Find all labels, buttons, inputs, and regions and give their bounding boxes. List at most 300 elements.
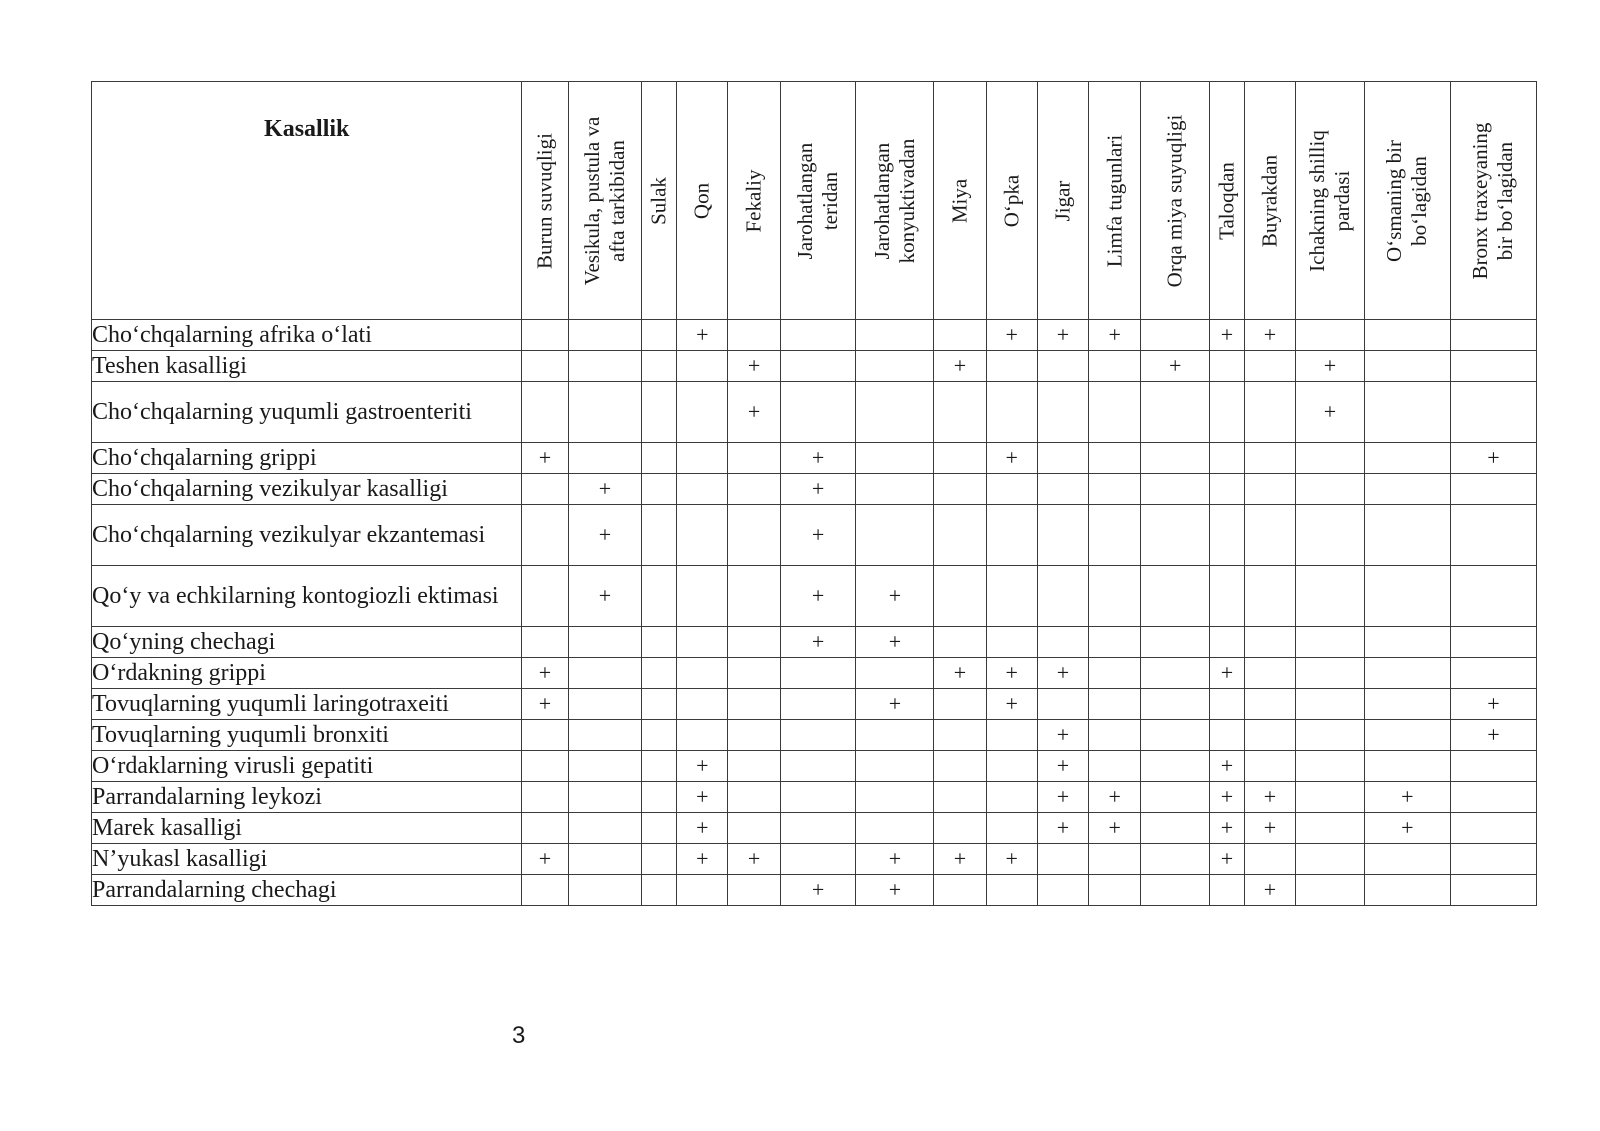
plus-mark: + — [1056, 660, 1070, 685]
plus-mark: + — [1005, 846, 1018, 871]
column-header-label: Buyrakdan — [1257, 154, 1282, 247]
column-header-label: Ichakning shilliq pardasi — [1304, 129, 1354, 272]
mark-cell — [728, 351, 780, 382]
plus-mark: + — [1220, 753, 1234, 778]
mark-cell — [1296, 443, 1365, 474]
mark-cell — [1450, 782, 1536, 813]
disease-sample-table — [91, 81, 1537, 906]
mark-cell — [986, 627, 1037, 658]
mark-cell — [780, 505, 856, 566]
plus-mark: + — [888, 877, 902, 902]
plus-mark: + — [1487, 691, 1500, 716]
mark-cell — [1210, 844, 1245, 875]
column-header — [728, 82, 780, 320]
mark-cell — [1037, 505, 1088, 566]
column-header — [677, 82, 728, 320]
disease-name-cell: Qo‘yning chechagi — [92, 627, 522, 658]
mark-cell — [677, 351, 728, 382]
mark-cell — [642, 782, 677, 813]
mark-cell — [677, 689, 728, 720]
mark-cell — [856, 782, 934, 813]
mark-cell — [1210, 505, 1245, 566]
mark-cell — [522, 320, 568, 351]
disease-name-cell: O‘rdaklarning virusli gepatiti — [92, 751, 522, 782]
column-header-label: Vesikula, pustula va afta tarkibidan — [579, 116, 629, 285]
mark-cell — [1141, 443, 1210, 474]
table-row — [92, 875, 1537, 906]
mark-cell — [1296, 751, 1365, 782]
mark-cell — [568, 813, 642, 844]
column-header-label: Jarohatlangan konyuktivadan — [869, 138, 919, 263]
mark-cell — [677, 720, 728, 751]
plus-mark: + — [696, 846, 709, 871]
mark-cell — [728, 751, 780, 782]
mark-cell — [1037, 320, 1088, 351]
column-header — [986, 82, 1037, 320]
mark-cell — [1210, 751, 1245, 782]
mark-cell — [568, 875, 642, 906]
plus-mark: + — [598, 476, 612, 501]
column-header — [1296, 82, 1365, 320]
plus-mark: + — [538, 691, 552, 716]
mark-cell — [568, 689, 642, 720]
disease-name-cell: Teshen kasalligi — [92, 351, 522, 382]
mark-cell — [1450, 351, 1536, 382]
mark-cell — [1141, 505, 1210, 566]
mark-cell — [856, 813, 934, 844]
mark-cell — [642, 751, 677, 782]
column-header — [568, 82, 642, 320]
mark-cell — [934, 751, 986, 782]
table-row — [92, 566, 1537, 627]
plus-mark: + — [1323, 399, 1337, 424]
mark-cell — [1210, 875, 1245, 906]
mark-cell — [986, 320, 1037, 351]
mark-cell — [1089, 875, 1141, 906]
plus-mark: + — [747, 353, 761, 378]
mark-cell — [728, 689, 780, 720]
disease-name-cell: Parrandalarning chechagi — [92, 875, 522, 906]
mark-cell — [1089, 351, 1141, 382]
mark-cell — [856, 320, 934, 351]
plus-mark: + — [1263, 784, 1277, 809]
column-header-label: Miya — [947, 178, 972, 223]
mark-cell — [1210, 689, 1245, 720]
mark-cell — [568, 658, 642, 689]
mark-cell — [1244, 875, 1295, 906]
mark-cell — [1141, 689, 1210, 720]
column-header — [642, 82, 677, 320]
corner-label: Kasallik — [264, 116, 350, 142]
table-row — [92, 351, 1537, 382]
plus-mark: + — [538, 445, 552, 470]
mark-cell — [1296, 627, 1365, 658]
mark-cell — [677, 505, 728, 566]
disease-name-cell: O‘rdakning grippi — [92, 658, 522, 689]
mark-cell — [728, 566, 780, 627]
mark-cell — [522, 689, 568, 720]
plus-mark: + — [1263, 815, 1277, 840]
mark-cell — [1141, 875, 1210, 906]
plus-mark: + — [811, 476, 825, 501]
table-row — [92, 844, 1537, 875]
plus-mark: + — [811, 583, 825, 608]
mark-cell — [1364, 443, 1450, 474]
mark-cell — [568, 382, 642, 443]
mark-cell — [677, 382, 728, 443]
mark-cell — [856, 627, 934, 658]
mark-cell — [1089, 813, 1141, 844]
mark-cell — [934, 566, 986, 627]
mark-cell — [1450, 566, 1536, 627]
mark-cell — [1364, 689, 1450, 720]
mark-cell — [1364, 875, 1450, 906]
mark-cell — [677, 844, 728, 875]
mark-cell — [934, 782, 986, 813]
mark-cell — [522, 505, 568, 566]
mark-cell — [1210, 443, 1245, 474]
mark-cell — [522, 658, 568, 689]
mark-cell — [568, 566, 642, 627]
mark-cell — [642, 474, 677, 505]
plus-mark: + — [1108, 322, 1121, 347]
plus-mark: + — [747, 846, 761, 871]
mark-cell — [1037, 844, 1088, 875]
mark-cell — [568, 320, 642, 351]
mark-cell — [728, 627, 780, 658]
mark-cell — [1037, 382, 1088, 443]
table-row — [92, 720, 1537, 751]
mark-cell — [1450, 720, 1536, 751]
plus-mark: + — [1108, 815, 1121, 840]
mark-cell — [1037, 658, 1088, 689]
mark-cell — [1089, 505, 1141, 566]
mark-cell — [522, 627, 568, 658]
mark-cell — [728, 875, 780, 906]
disease-name-cell: Tovuqlarning yuqumli laringotraxeiti — [92, 689, 522, 720]
mark-cell — [986, 751, 1037, 782]
mark-cell — [642, 658, 677, 689]
mark-cell — [1296, 474, 1365, 505]
mark-cell — [1141, 813, 1210, 844]
mark-cell — [677, 627, 728, 658]
plus-mark: + — [1005, 322, 1018, 347]
mark-cell — [522, 443, 568, 474]
mark-cell — [780, 658, 856, 689]
mark-cell — [780, 320, 856, 351]
column-header-label: Jarohatlangan teridan — [793, 142, 843, 259]
column-header — [1210, 82, 1245, 320]
plus-mark: + — [811, 522, 825, 547]
mark-cell — [568, 720, 642, 751]
mark-cell — [986, 875, 1037, 906]
table-row — [92, 782, 1537, 813]
mark-cell — [986, 382, 1037, 443]
mark-cell — [1296, 689, 1365, 720]
mark-cell — [728, 382, 780, 443]
mark-cell — [986, 844, 1037, 875]
mark-cell — [1450, 320, 1536, 351]
mark-cell — [1244, 689, 1295, 720]
mark-cell — [1210, 566, 1245, 627]
mark-cell — [1244, 351, 1295, 382]
mark-cell — [780, 566, 856, 627]
mark-cell — [1141, 351, 1210, 382]
mark-cell — [1296, 813, 1365, 844]
plus-mark: + — [1401, 784, 1414, 809]
mark-cell — [642, 566, 677, 627]
mark-cell — [1364, 566, 1450, 627]
mark-cell — [1244, 658, 1295, 689]
mark-cell — [986, 658, 1037, 689]
column-header-label: Qon — [689, 182, 714, 219]
mark-cell — [1089, 320, 1141, 351]
mark-cell — [1364, 751, 1450, 782]
mark-cell — [642, 443, 677, 474]
mark-cell — [677, 813, 728, 844]
plus-mark: + — [1056, 753, 1070, 778]
mark-cell — [1450, 474, 1536, 505]
mark-cell — [856, 505, 934, 566]
plus-mark: + — [1005, 691, 1018, 716]
column-header-label: Taloqdan — [1214, 161, 1239, 240]
mark-cell — [934, 351, 986, 382]
plus-mark: + — [598, 583, 612, 608]
mark-cell — [856, 443, 934, 474]
mark-cell — [1244, 505, 1295, 566]
mark-cell — [986, 351, 1037, 382]
column-header-label: O‘smaning bir bo‘lagidan — [1382, 139, 1432, 262]
mark-cell — [1450, 751, 1536, 782]
mark-cell — [522, 782, 568, 813]
column-header — [934, 82, 986, 320]
mark-cell — [986, 566, 1037, 627]
mark-cell — [780, 627, 856, 658]
mark-cell — [1244, 474, 1295, 505]
mark-cell — [856, 720, 934, 751]
mark-cell — [934, 658, 986, 689]
disease-name-cell: N’yukasl kasalligi — [92, 844, 522, 875]
mark-cell — [568, 782, 642, 813]
plus-mark: + — [1263, 322, 1277, 347]
mark-cell — [728, 443, 780, 474]
mark-cell — [642, 627, 677, 658]
plus-mark: + — [696, 322, 709, 347]
mark-cell — [1364, 658, 1450, 689]
mark-cell — [1364, 720, 1450, 751]
mark-cell — [728, 505, 780, 566]
column-header-label: Orqa miya suyuqligi — [1162, 114, 1187, 287]
mark-cell — [522, 844, 568, 875]
mark-cell — [728, 844, 780, 875]
mark-cell — [934, 320, 986, 351]
mark-cell — [642, 844, 677, 875]
table-header-row — [92, 82, 1537, 320]
plus-mark: + — [1056, 722, 1070, 747]
mark-cell — [780, 382, 856, 443]
mark-cell — [1296, 782, 1365, 813]
plus-mark: + — [538, 846, 552, 871]
mark-cell — [1037, 720, 1088, 751]
mark-cell — [677, 443, 728, 474]
mark-cell — [1089, 474, 1141, 505]
plus-mark: + — [811, 445, 825, 470]
plus-mark: + — [1323, 353, 1337, 378]
mark-cell — [934, 689, 986, 720]
table-row — [92, 813, 1537, 844]
plus-mark: + — [598, 522, 612, 547]
mark-cell — [1244, 320, 1295, 351]
column-header-label: Burun suvuqligi — [532, 132, 557, 269]
mark-cell — [677, 320, 728, 351]
mark-cell — [1210, 813, 1245, 844]
mark-cell — [856, 751, 934, 782]
mark-cell — [1037, 782, 1088, 813]
mark-cell — [522, 566, 568, 627]
mark-cell — [642, 689, 677, 720]
plus-mark: + — [953, 846, 967, 871]
table-row — [92, 689, 1537, 720]
plus-mark: + — [888, 846, 902, 871]
mark-cell — [1296, 875, 1365, 906]
mark-cell — [856, 844, 934, 875]
mark-cell — [856, 875, 934, 906]
mark-cell — [728, 658, 780, 689]
column-header-label: Bronx traxeyaning bir bo‘lagidan — [1468, 122, 1518, 279]
disease-name-cell: Cho‘chqalarning grippi — [92, 443, 522, 474]
mark-cell — [1037, 474, 1088, 505]
mark-cell — [1244, 627, 1295, 658]
table-row — [92, 658, 1537, 689]
mark-cell — [1364, 474, 1450, 505]
mark-cell — [1089, 689, 1141, 720]
mark-cell — [642, 813, 677, 844]
mark-cell — [934, 844, 986, 875]
mark-cell — [986, 443, 1037, 474]
column-header — [1364, 82, 1450, 320]
disease-name-cell: Cho‘chqalarning vezikulyar kasalligi — [92, 474, 522, 505]
mark-cell — [568, 844, 642, 875]
plus-mark: + — [1263, 877, 1277, 902]
mark-cell — [1089, 844, 1141, 875]
mark-cell — [1296, 566, 1365, 627]
mark-cell — [1244, 382, 1295, 443]
mark-cell — [1141, 382, 1210, 443]
mark-cell — [677, 658, 728, 689]
mark-cell — [780, 782, 856, 813]
mark-cell — [1450, 844, 1536, 875]
mark-cell — [1141, 566, 1210, 627]
mark-cell — [1089, 782, 1141, 813]
mark-cell — [1364, 627, 1450, 658]
table-row — [92, 382, 1537, 443]
mark-cell — [1037, 813, 1088, 844]
mark-cell — [1210, 782, 1245, 813]
mark-cell — [1089, 627, 1141, 658]
plus-mark: + — [1108, 784, 1121, 809]
mark-cell — [1450, 689, 1536, 720]
mark-cell — [728, 813, 780, 844]
mark-cell — [677, 782, 728, 813]
plus-mark: + — [1005, 660, 1018, 685]
mark-cell — [986, 720, 1037, 751]
mark-cell — [522, 720, 568, 751]
mark-cell — [568, 751, 642, 782]
mark-cell — [1210, 320, 1245, 351]
mark-cell — [1037, 351, 1088, 382]
page-number: 3 — [512, 1022, 526, 1049]
mark-cell — [856, 382, 934, 443]
mark-cell — [1364, 382, 1450, 443]
plus-mark: + — [1220, 846, 1234, 871]
mark-cell — [568, 627, 642, 658]
mark-cell — [934, 474, 986, 505]
mark-cell — [1296, 320, 1365, 351]
mark-cell — [728, 720, 780, 751]
column-header-label: Fekaliy — [741, 169, 766, 232]
mark-cell — [1244, 751, 1295, 782]
mark-cell — [986, 505, 1037, 566]
mark-cell — [780, 474, 856, 505]
mark-cell — [677, 875, 728, 906]
plus-mark: + — [953, 660, 967, 685]
mark-cell — [1141, 844, 1210, 875]
mark-cell — [780, 751, 856, 782]
plus-mark: + — [888, 629, 902, 654]
mark-cell — [856, 566, 934, 627]
mark-cell — [1089, 720, 1141, 751]
mark-cell — [1141, 474, 1210, 505]
mark-cell — [1210, 382, 1245, 443]
mark-cell — [856, 658, 934, 689]
mark-cell — [1244, 566, 1295, 627]
mark-cell — [856, 474, 934, 505]
mark-cell — [1450, 627, 1536, 658]
mark-cell — [642, 875, 677, 906]
mark-cell — [1364, 351, 1450, 382]
plus-mark: + — [1056, 815, 1070, 840]
mark-cell — [1037, 689, 1088, 720]
mark-cell — [1089, 382, 1141, 443]
disease-name-cell: Cho‘chqalarning yuqumli gastroenteriti — [92, 382, 522, 443]
disease-name-cell: Cho‘chqalarning afrika o‘lati — [92, 320, 522, 351]
plus-mark: + — [696, 784, 709, 809]
plus-mark: + — [1220, 815, 1234, 840]
mark-cell — [1037, 443, 1088, 474]
column-header-label: Jigar — [1050, 180, 1075, 221]
mark-cell — [1450, 443, 1536, 474]
mark-cell — [1244, 720, 1295, 751]
mark-cell — [1089, 443, 1141, 474]
table-row — [92, 751, 1537, 782]
mark-cell — [642, 320, 677, 351]
mark-cell — [1141, 627, 1210, 658]
disease-name-cell: Qo‘y va echkilarning kontogiozli ektimasi — [92, 566, 522, 627]
mark-cell — [568, 351, 642, 382]
mark-cell — [780, 875, 856, 906]
mark-cell — [568, 443, 642, 474]
plus-mark: + — [1220, 784, 1234, 809]
plus-mark: + — [1005, 445, 1018, 470]
mark-cell — [1210, 658, 1245, 689]
mark-cell — [1450, 813, 1536, 844]
table-row — [92, 320, 1537, 351]
mark-cell — [642, 382, 677, 443]
mark-cell — [986, 689, 1037, 720]
table-row — [92, 474, 1537, 505]
plus-mark: + — [696, 815, 709, 840]
plus-mark: + — [696, 753, 709, 778]
